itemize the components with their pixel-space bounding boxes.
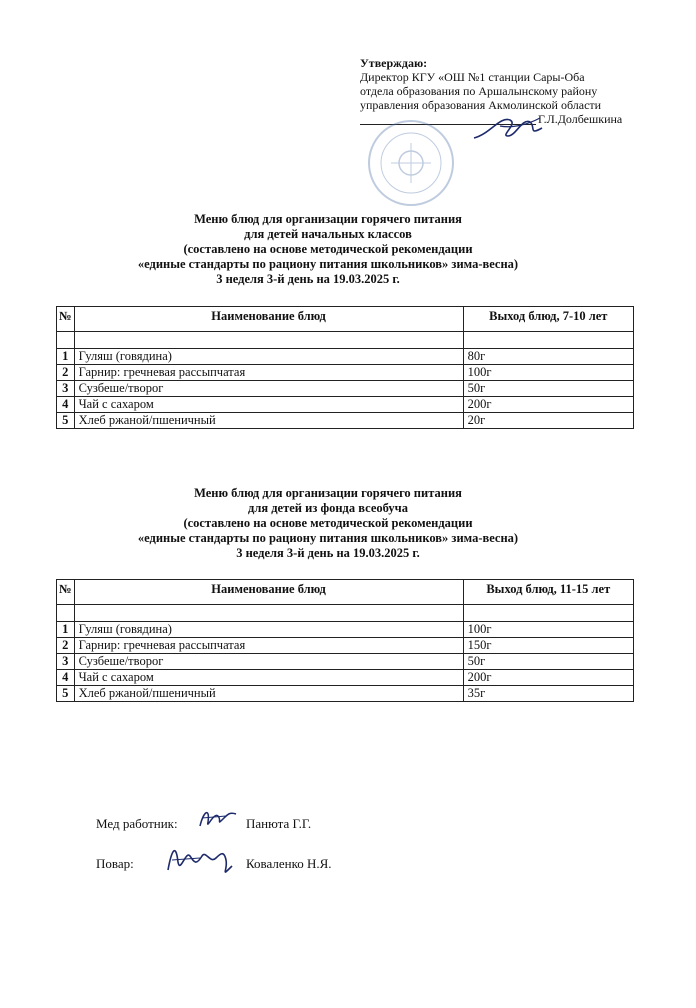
approval-heading: Утверждаю: xyxy=(360,56,428,70)
seal-stamp-icon xyxy=(355,118,467,208)
table-row xyxy=(57,381,634,397)
row-dish: Хлеб ржаной/пшеничный xyxy=(74,686,463,702)
director-signature-icon xyxy=(470,106,550,146)
row-output: 20г xyxy=(463,413,633,429)
row-num: 1 xyxy=(57,349,75,365)
menu1-title-line-2: для детей начальных классов xyxy=(244,227,412,241)
medic-signature-row xyxy=(96,816,496,836)
row-dish: Гарнир: гречневая рассыпчатая xyxy=(74,638,463,654)
row-dish: Сузбеше/творог xyxy=(74,654,463,670)
row-num: 1 xyxy=(57,622,75,638)
cook-label: Повар: xyxy=(96,856,134,871)
row-num: 4 xyxy=(57,397,75,413)
row-dish: Сузбеше/творог xyxy=(74,381,463,397)
row-num: 5 xyxy=(57,413,75,429)
row-num: 5 xyxy=(57,686,75,702)
table-spacer-row xyxy=(57,605,634,622)
menu2-table xyxy=(56,579,634,702)
table-spacer-row xyxy=(57,332,634,349)
menu2-heading xyxy=(0,486,696,561)
cook-name: Коваленко Н.Я. xyxy=(246,856,332,871)
menu2-title-line-3: (составлено на основе методической рекомендации xyxy=(183,516,473,530)
col-num-header: № xyxy=(57,580,75,605)
approval-line-2: отдела образования по Аршалынскому району xyxy=(360,84,598,98)
table-row xyxy=(57,638,634,654)
table-row xyxy=(57,349,634,365)
table-header-row xyxy=(57,307,634,332)
row-dish: Чай с сахаром xyxy=(74,397,463,413)
row-dish: Гуляш (говядина) xyxy=(74,349,463,365)
menu1-table xyxy=(56,306,634,429)
table-header-row xyxy=(57,580,634,605)
table-row xyxy=(57,686,634,702)
row-output: 150г xyxy=(463,638,633,654)
table-row xyxy=(57,654,634,670)
row-output: 50г xyxy=(463,381,633,397)
approval-line-1: Директор КГУ «ОШ №1 станции Сары-Оба xyxy=(360,70,585,84)
menu1-title-line-4: «единые стандарты по рациону питания школьников» зима-весна) xyxy=(137,257,519,271)
menu1-title-line-5: 3 неделя 3-й день на 19.03.2025 г. xyxy=(216,272,400,286)
row-output: 35г xyxy=(463,686,633,702)
row-output: 50г xyxy=(463,654,633,670)
row-dish: Гуляш (говядина) xyxy=(74,622,463,638)
col-output-header: Выход блюд, 11-15 лет xyxy=(463,580,633,605)
row-dish: Чай с сахаром xyxy=(74,670,463,686)
row-dish: Хлеб ржаной/пшеничный xyxy=(74,413,463,429)
row-num: 3 xyxy=(57,381,75,397)
menu1-title-line-3: (составлено на основе методической рекомендации xyxy=(183,242,473,256)
medic-label: Мед работник: xyxy=(96,816,178,831)
row-output: 200г xyxy=(463,397,633,413)
col-num-header: № xyxy=(57,307,75,332)
approval-line-3: управления образования Акмолинской области xyxy=(360,98,602,112)
table-row xyxy=(57,365,634,381)
col-name-header: Наименование блюд xyxy=(74,307,463,332)
col-output-header: Выход блюд, 7-10 лет xyxy=(463,307,633,332)
col-name-header: Наименование блюд xyxy=(74,580,463,605)
row-output: 100г xyxy=(463,365,633,381)
menu1-title-line-1: Меню блюд для организации горячего питания xyxy=(194,212,462,226)
row-output: 200г xyxy=(463,670,633,686)
menu2-title-line-2: для детей из фонда всеобуча xyxy=(248,501,408,515)
row-num: 3 xyxy=(57,654,75,670)
table-row xyxy=(57,622,634,638)
table-row xyxy=(57,397,634,413)
approval-signer-name: Г.Л.Долбешкина xyxy=(538,112,623,126)
row-num: 4 xyxy=(57,670,75,686)
menu2-title-line-1: Меню блюд для организации горячего питания xyxy=(194,486,462,500)
medic-name: Панюта Г.Г. xyxy=(246,816,312,831)
table-row xyxy=(57,670,634,686)
table-row xyxy=(57,413,634,429)
row-output: 100г xyxy=(463,622,633,638)
medic-signature-icon xyxy=(196,804,240,834)
cook-signature-row xyxy=(96,856,496,876)
menu2-title-line-4: «единые стандарты по рациону питания школьников» зима-весна) xyxy=(137,531,519,545)
row-output: 80г xyxy=(463,349,633,365)
row-num: 2 xyxy=(57,638,75,654)
row-num: 2 xyxy=(57,365,75,381)
cook-signature-icon xyxy=(162,840,242,882)
row-dish: Гарнир: гречневая рассыпчатая xyxy=(74,365,463,381)
menu2-title-line-5: 3 неделя 3-й день на 19.03.2025 г. xyxy=(236,546,420,560)
menu1-heading xyxy=(0,212,696,287)
